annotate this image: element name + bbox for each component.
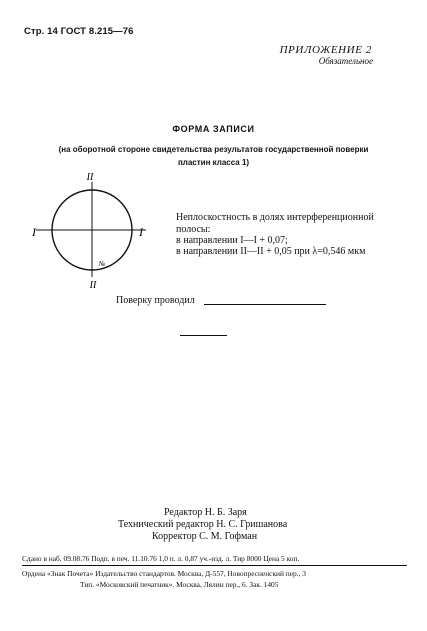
form-subtitle-line2: пластин класса 1) [177,158,250,167]
separator-line [180,335,227,336]
measurement-line3: в направлении I—I + 0,07; [176,235,288,246]
number-label: № [98,260,106,268]
label-bottom: II [89,280,97,291]
label-right: I [139,225,143,239]
credit-tech-editor: Технический редактор Н. С. Гришанова [118,519,288,530]
label-top: II [86,172,94,183]
verification-label: Поверку проводил [116,295,195,306]
form-title: ФОРМА ЗАПИСИ [172,124,255,134]
appendix-status: Обязательное [318,56,373,66]
appendix-title: ПРИЛОЖЕНИЕ 2 [279,44,372,56]
credit-corrector: Корректор С. М. Гофман [152,531,258,542]
flatness-diagram [20,170,160,300]
imprint-line2: Ордена «Знак Почета» Издательство стандартов. Москва, Д-557, Новопресненский пер., 3 [22,569,306,578]
measurement-line2: полосы: [176,224,211,235]
measurement-line1: Неплоскостность в долях интерференционной [176,212,374,223]
imprint-rule [22,565,407,566]
verification-signature-line [204,304,326,305]
page-header: Стр. 14 ГОСТ 8.215—76 [24,26,134,37]
imprint-line3: Тип. «Московский печатник». Москва, Лялин пер., 6. Зак. 1405 [80,580,279,589]
label-left: I [32,225,36,239]
measurement-line4: в направлении II—II + 0,05 при λ=0,546 мкм [176,246,366,257]
form-subtitle-line1: (на оборотной стороне свидетельства результатов государственной поверки [58,145,369,154]
imprint-line1: Сдано в наб. 09.08.76 Подп. в печ. 11.10.76 1,0 п. л. 0,87 уч.-изд. л. Тир 8000 Цена 5 коп. [22,554,300,563]
credit-editor: Редактор Н. Б. Заря [164,507,247,518]
